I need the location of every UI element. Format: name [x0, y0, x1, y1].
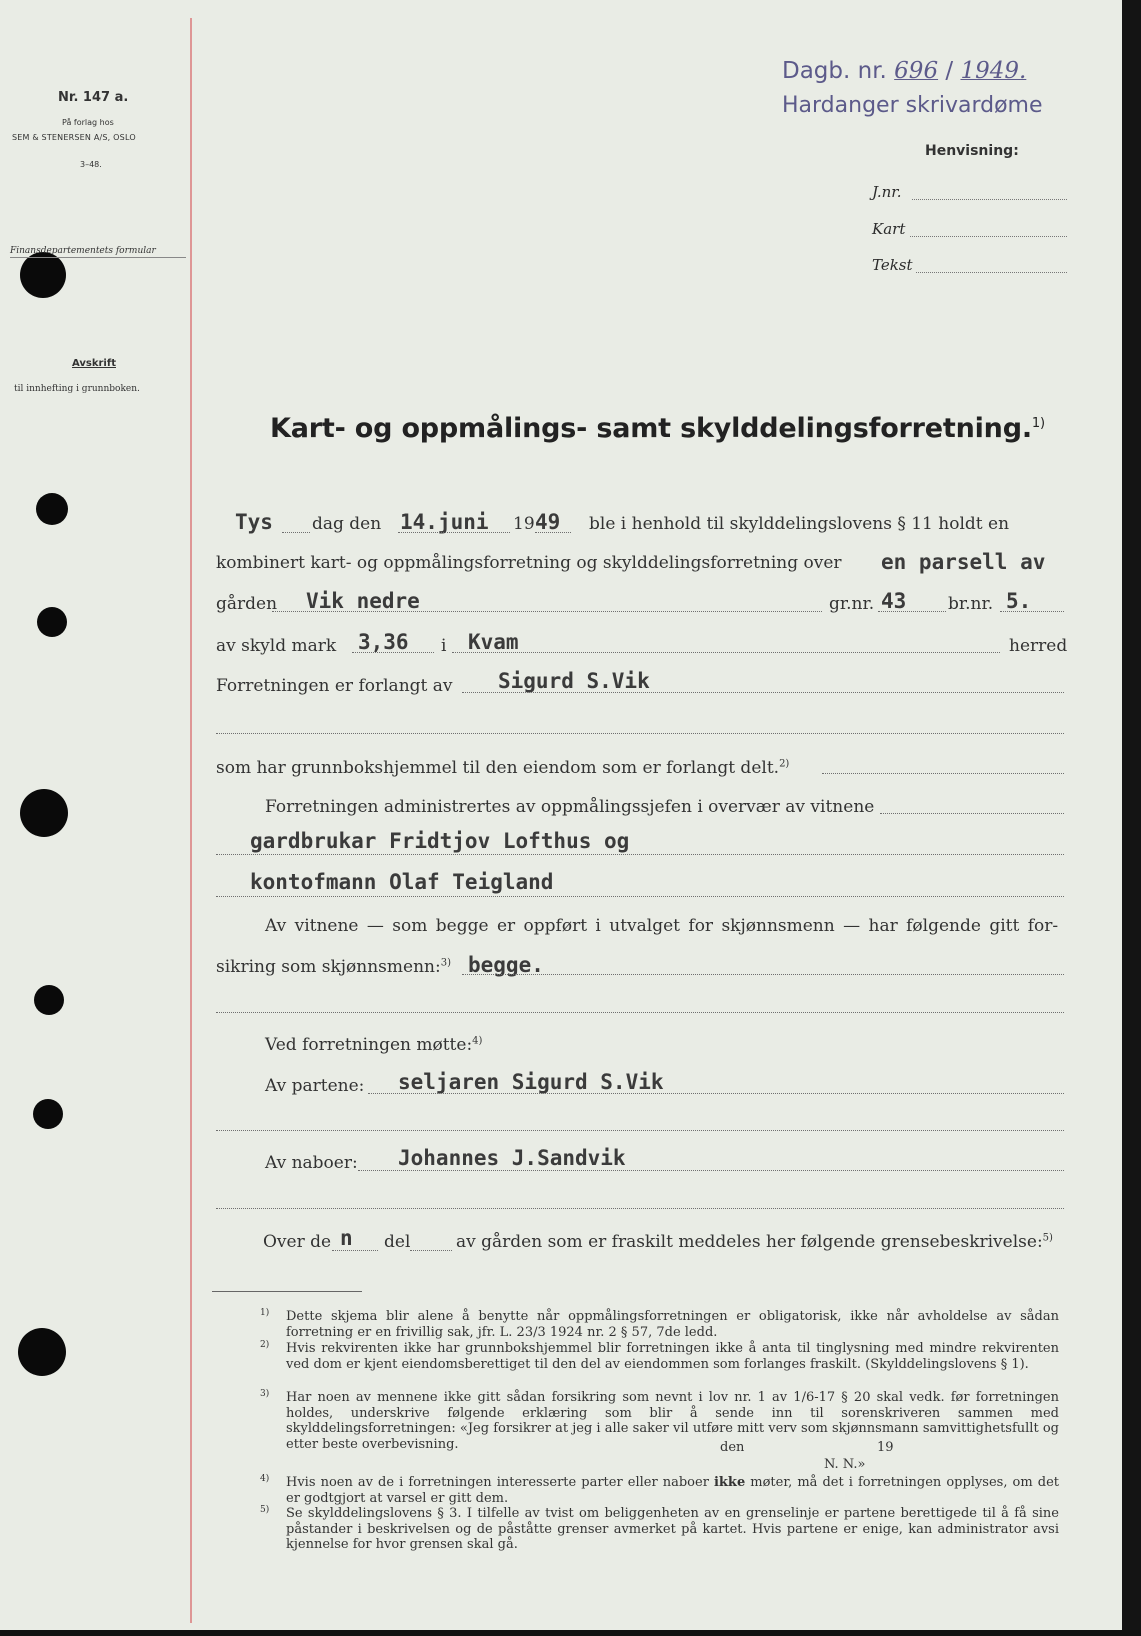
farm-value: Vik nedre	[306, 589, 420, 613]
dotted-fill	[398, 532, 510, 533]
punch-hole	[34, 985, 64, 1015]
boundary-rest: av gården som er fraskilt meddeles her følgende grensebeskrivelse:$^{5)}$	[456, 1232, 1053, 1252]
scan-edge	[1122, 0, 1141, 1636]
dotted-fill	[410, 1250, 452, 1251]
blank-line	[216, 1012, 1064, 1013]
blank-line	[216, 733, 1064, 734]
reference-jnr-label: J.nr.	[872, 183, 902, 201]
dotted-fill	[358, 1170, 1064, 1171]
journal-stamp	[782, 58, 1026, 84]
grnr-value: 43	[881, 589, 907, 613]
parties-value: seljaren Sigurd S.Vik	[398, 1070, 664, 1094]
document-title	[270, 413, 1045, 444]
day-suffix: dag den	[312, 514, 382, 534]
year-value: 49	[535, 510, 561, 534]
boundary-prefix: Over de	[263, 1232, 332, 1252]
document-title-text: Kart- og oppmålings- samt skylddelingsforretning.	[270, 413, 1032, 444]
witness-1: gardbrukar Fridtjov Lofthus og	[250, 829, 630, 853]
requested-value: Sigurd S.Vik	[498, 669, 650, 693]
publisher-line1: På forlag hos	[62, 118, 114, 127]
reference-jnr-field	[872, 182, 1067, 204]
in-label: i	[441, 636, 447, 656]
skyld-label: av skyld mark	[216, 636, 337, 656]
punch-hole	[20, 252, 66, 298]
footnote: 5) Se skylddelingslovens § 3. I tilfelle av tvist om beliggenheten av en grenselinje er partene berettigede til å få sine påstander i beskrivelsen og de påståtte grenser avmerket på kartet. Hvis partene er enige, kan administrator avsi kjennelse for hvor grensen skal gå.	[260, 1505, 1059, 1553]
title-footnote-ref: 1)	[1031, 416, 1045, 431]
neighbours-label: Av naboer:	[265, 1153, 358, 1173]
reference-kart-field	[872, 219, 1067, 241]
footnote-year: 19	[877, 1440, 894, 1455]
witness-text-line1: Av vitnene — som begge er oppført i utvalget for skjønnsmenn — har følgende gitt for-	[265, 916, 1059, 936]
reference-tekst-field	[872, 255, 1067, 277]
witness-text-line2: sikring som skjønnsmenn:$^{3)}$	[216, 957, 451, 977]
dotted-fill	[332, 1250, 378, 1251]
publisher-line2: SEM & STENERSEN A/S, OSLO	[12, 133, 136, 142]
dotted-fill	[878, 611, 946, 612]
dotted-fill	[822, 773, 1064, 774]
blank-line	[216, 1208, 1064, 1209]
dotted-fill	[352, 652, 434, 653]
dotted-fill	[535, 532, 571, 533]
date-value: 14.juni	[400, 510, 489, 534]
municipality-value: Kvam	[468, 630, 519, 654]
copy-label: Avskrift	[72, 358, 116, 369]
dotted-fill	[880, 813, 1064, 814]
footnote-signature: N. N.»	[824, 1457, 866, 1472]
dotted-fill	[272, 611, 822, 612]
dotted-fill	[282, 532, 310, 533]
footnote: 4) Hvis noen av de i forretningen interesserte parter eller naboer ikke møter, må det i forretningen opplyses, om det er godtgjort at varsel er gitt dem.	[260, 1474, 1059, 1506]
grnr-label: gr.nr.	[829, 594, 875, 614]
witness-line	[216, 896, 1064, 897]
line2-text: kombinert kart- og oppmålingsforretning og skylddelingsforretning over	[216, 553, 842, 573]
administered-text: Forretningen administrertes av oppmålingssjefen i overvær av vitnene	[265, 797, 875, 817]
dotted-fill	[462, 974, 1064, 975]
witness-2: kontofmann Olaf Teigland	[250, 870, 554, 894]
dotted-fill	[462, 692, 1064, 693]
herred-label: herred	[1009, 636, 1068, 656]
skyld-value: 3,36	[358, 630, 409, 654]
line1-text: ble i henhold til skylddelingslovens § 11 holdt en	[589, 514, 1010, 534]
dotted-fill	[452, 652, 1000, 653]
boundary-value: n	[340, 1226, 353, 1250]
footnote-separator	[212, 1291, 362, 1292]
margin-rule	[190, 18, 192, 1623]
punch-hole	[18, 1328, 66, 1376]
witness-line	[216, 854, 1064, 855]
footnote: 2) Hvis rekvirenten ikke har grunnbokshjemmel blir forretningen ikke å anta til tinglysning med mindre rekvirenten ved dom er kjent eiendomsberettiget til den del av eiendommen som forlanges fraskilt. (Skylddelingslovens § 1).	[260, 1340, 1059, 1372]
journal-separator: /	[945, 58, 954, 84]
scan-edge-bottom	[0, 1630, 1141, 1636]
blank-line	[216, 1130, 1064, 1131]
boundary-mid: del	[384, 1232, 411, 1252]
year-prefix: 19	[513, 514, 535, 534]
brnr-value: 5.	[1006, 589, 1032, 613]
reference-kart-label: Kart	[872, 220, 906, 238]
requested-label: Forretningen er forlangt av	[216, 676, 453, 696]
parties-label: Av partene:	[265, 1076, 365, 1096]
punch-hole	[33, 1099, 63, 1129]
punch-hole	[37, 607, 67, 637]
punch-hole	[20, 789, 68, 837]
footnote-den: den	[720, 1440, 745, 1455]
punch-hole	[36, 493, 68, 525]
office-stamp: Hardanger skrivardøme	[782, 93, 1043, 118]
brnr-label: br.nr.	[948, 594, 994, 614]
present-label: Ved forretningen møtte:$^{4)}$	[265, 1035, 483, 1055]
line2-value: en parsell av	[881, 550, 1046, 574]
journal-year: 1949.	[960, 58, 1027, 84]
footnote: 3) Har noen av mennene ikke gitt sådan forsikring som nevnt i lov nr. 1 av 1/6-17 § 20 skal vedk. før forretningen holdes, underskrive følgende erklæring som blir å sende inn til sorenskriveren sammen med skylddelingsforretningen: «Jeg forsikrer at jeg i alle saker vil utføre mitt verv som skjønnsmann samvittighetsfullt og etter beste overbevisning.	[260, 1389, 1059, 1452]
journal-prefix: Dagb. nr.	[782, 58, 887, 84]
farm-label: gården	[216, 594, 278, 614]
dotted-fill	[1000, 611, 1064, 612]
form-number: Nr. 147 a.	[58, 90, 129, 105]
footnote: 1) Dette skjema blir alene å benytte når oppmålingsforretningen er obligatorisk, ikke når avholdelse av sådan forretning er en frivillig sak, jfr. L. 23/3 1924 nr. 2 § 57, 7de ledd.	[260, 1308, 1059, 1340]
department-form-label: Finansdepartementets formular	[10, 246, 186, 258]
dotted-fill	[368, 1093, 1064, 1094]
witness-value: begge.	[468, 953, 544, 977]
day-value: Tys	[235, 510, 273, 534]
reference-heading: Henvisning:	[925, 143, 1019, 159]
title-holder-text: som har grunnbokshjemmel til den eiendom som er forlangt delt.$^{2)}$	[216, 758, 790, 778]
neighbours-value: Johannes J.Sandvik	[398, 1146, 626, 1170]
copy-purpose: til innhefting i grunnboken.	[14, 384, 140, 394]
journal-number: 696	[894, 58, 939, 84]
print-date: 3–48.	[80, 160, 102, 169]
reference-tekst-label: Tekst	[872, 256, 913, 274]
